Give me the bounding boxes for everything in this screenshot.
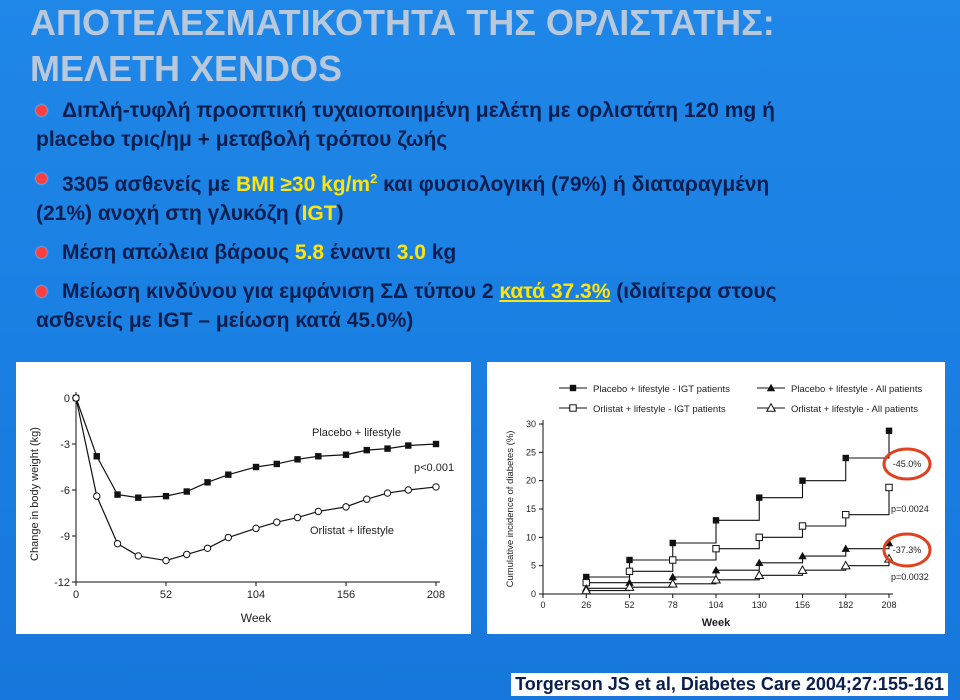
data-point <box>315 453 321 459</box>
bullet-list <box>36 96 936 345</box>
legend-item <box>559 384 730 395</box>
p-value-annotation: p<0.001 <box>414 462 455 474</box>
bullet-text: (ιδιαίτερα στους <box>610 280 777 303</box>
data-point <box>433 484 439 490</box>
chart-legend <box>559 384 922 415</box>
legend-item <box>757 384 922 395</box>
legend-label: Placebo + lifestyle - IGT patients <box>593 384 730 395</box>
bullet-dot-icon <box>36 247 47 258</box>
data-point <box>670 557 676 563</box>
title-line-1: ΑΠΟΤΕΛΕΣΜΑΤΙΚΟΤΗΤΑ ΤΗΣ ΟΡΛΙΣΤΑΤΗΣ: <box>30 2 775 43</box>
bullet-text: kg <box>425 241 457 264</box>
bullet-text: (21%) ανοχή στη γλυκόζη ( <box>36 202 302 225</box>
diabetes-incidence-chart-panel <box>487 362 945 634</box>
data-point <box>713 517 719 523</box>
data-point <box>274 519 280 525</box>
data-point <box>184 551 190 557</box>
p-value-igt: p=0.0024 <box>891 504 929 514</box>
citation: Torgerson JS et al, Diabetes Care 2004;27:155-161 <box>511 673 948 696</box>
bullet-dot-icon <box>36 105 47 116</box>
data-point <box>114 540 120 546</box>
data-point <box>294 514 300 520</box>
legend-item <box>559 404 726 415</box>
weight-change-chart <box>16 362 471 634</box>
series-label-orlistat: Orlistat + lifestyle <box>310 525 395 537</box>
y-tick-label: 10 <box>525 532 536 543</box>
bullet-text: placebo τρις/ημ + μεταβολή τρόπου ζωής <box>36 128 448 151</box>
legend-marker <box>570 385 576 391</box>
bullet-dot-icon <box>36 173 47 184</box>
y-tick-label: 5 <box>530 560 536 571</box>
igt-label: IGT <box>301 202 337 225</box>
data-point <box>384 445 390 451</box>
bullet-patients <box>36 164 936 228</box>
bullet-text: Μέση απώλεια βάρους <box>62 241 295 264</box>
x-axis-label: Week <box>240 611 272 625</box>
x-tick-label: 208 <box>881 600 897 610</box>
data-point <box>73 395 79 401</box>
data-point <box>163 493 169 499</box>
data-point <box>253 525 259 531</box>
data-point <box>626 568 632 574</box>
y-tick-label: 25 <box>525 447 536 458</box>
bullet-text: ασθενείς με IGT – μείωση κατά 45.0%) <box>36 309 414 332</box>
weight-change-chart-panel <box>16 362 471 634</box>
y-tick-label: 20 <box>525 475 536 486</box>
risk-reduction-link[interactable]: κατά 37.3% <box>499 280 611 303</box>
data-point <box>886 484 892 490</box>
x-tick-label: 0 <box>540 600 546 610</box>
data-point <box>294 456 300 462</box>
series-label-placebo: Placebo + lifestyle <box>312 427 401 439</box>
series-placebo <box>73 395 439 501</box>
y-tick-label: 0 <box>530 589 536 599</box>
data-point <box>225 471 231 477</box>
data-point <box>114 491 120 497</box>
data-point <box>756 534 762 540</box>
legend-label: Orlistat + lifestyle - All patients <box>791 404 918 415</box>
placebo-weight-loss: 3.0 <box>396 241 426 264</box>
data-point <box>364 447 370 453</box>
y-tick-label: -6 <box>60 485 70 497</box>
bmi-label: BMI <box>236 173 281 196</box>
risk-reduction-igt: -45.0% <box>892 459 922 469</box>
x-tick-label: 78 <box>667 600 678 610</box>
x-tick-label: 156 <box>336 589 356 601</box>
data-point <box>315 508 321 514</box>
data-point <box>384 490 390 496</box>
data-point <box>364 496 370 502</box>
y-axis-label: Change in body weight (kg) <box>29 427 41 561</box>
data-point <box>135 494 141 500</box>
bullet-weight-loss <box>36 238 936 267</box>
data-point <box>843 455 849 461</box>
bullet-study-design <box>36 96 936 154</box>
data-point <box>433 441 439 447</box>
y-tick-label: 0 <box>63 393 70 405</box>
bullet-text: και φυσιολογική (79%) ή διαταραγμένη <box>377 173 770 196</box>
bullet-text: έναντι <box>324 241 397 264</box>
data-point <box>204 479 210 485</box>
data-point <box>626 557 632 563</box>
data-point <box>756 494 762 500</box>
data-point <box>274 461 280 467</box>
data-point <box>135 553 141 559</box>
legend-marker <box>570 405 576 411</box>
x-tick-label: 52 <box>624 600 635 610</box>
risk-reduction-all: -37.3% <box>892 545 922 555</box>
legend-item <box>757 404 918 415</box>
x-tick-label: 0 <box>72 589 80 601</box>
data-point <box>253 464 259 470</box>
series-orlistat <box>73 395 439 564</box>
data-point <box>94 453 100 459</box>
y-tick-label: -12 <box>54 577 70 589</box>
data-point <box>343 504 349 510</box>
y-tick-label: -3 <box>60 439 70 451</box>
data-point <box>405 442 411 448</box>
orlistat-weight-loss: 5.8 <box>294 241 325 264</box>
x-tick-label: 208 <box>426 589 446 601</box>
x-tick-label: 26 <box>581 600 592 610</box>
data-point <box>343 452 349 458</box>
x-axis-label: Week <box>701 617 731 629</box>
y-tick-label: -9 <box>60 531 70 543</box>
y-tick-label: 30 <box>525 419 536 429</box>
y-tick-label: 15 <box>525 504 536 514</box>
bullet-text: 3305 ασθενείς με <box>62 173 237 196</box>
x-tick-label: 156 <box>794 600 811 610</box>
bullet-text: ) <box>336 202 344 225</box>
bullet-text: Διπλή-τυφλή προοπτική τυχαιοποιημένη μελέτη με ορλιστάτη 120 mg ή <box>62 99 775 122</box>
data-point <box>799 523 805 529</box>
data-point <box>225 534 231 540</box>
data-point <box>184 488 190 494</box>
bullet-text: Μείωση κινδύνου για εμφάνιση ΣΔ τύπου 2 <box>62 280 500 303</box>
y-axis-label: Cumulative incidence of diabetes (%) <box>505 430 516 588</box>
legend-label: Orlistat + lifestyle - IGT patients <box>593 404 726 415</box>
title-line-2: ΜΕΛΕΤΗ XENDOS <box>30 48 343 89</box>
data-point <box>204 545 210 551</box>
x-tick-label: 52 <box>159 589 173 601</box>
bullet-continuation <box>36 199 936 228</box>
diabetes-incidence-chart <box>487 362 945 634</box>
data-point <box>886 428 892 434</box>
x-tick-label: 104 <box>708 600 724 610</box>
data-point <box>94 493 100 499</box>
bullet-risk-reduction <box>36 277 936 335</box>
series-line <box>76 398 436 498</box>
x-tick-label: 104 <box>246 589 266 601</box>
p-value-all: p=0.0032 <box>891 572 929 582</box>
x-tick-label: 130 <box>751 600 767 610</box>
data-point <box>670 540 676 546</box>
data-point <box>163 557 169 563</box>
slide-title <box>30 0 950 92</box>
data-point <box>405 487 411 493</box>
bullet-dot-icon <box>36 286 47 297</box>
bmi-value: ≥30 kg/m <box>280 173 371 196</box>
legend-label: Placebo + lifestyle - All patients <box>791 384 923 395</box>
x-tick-label: 182 <box>838 600 854 610</box>
bmi-superscript: 2 <box>370 171 378 186</box>
data-point <box>843 511 849 517</box>
data-point <box>713 545 719 551</box>
data-point <box>799 477 805 483</box>
